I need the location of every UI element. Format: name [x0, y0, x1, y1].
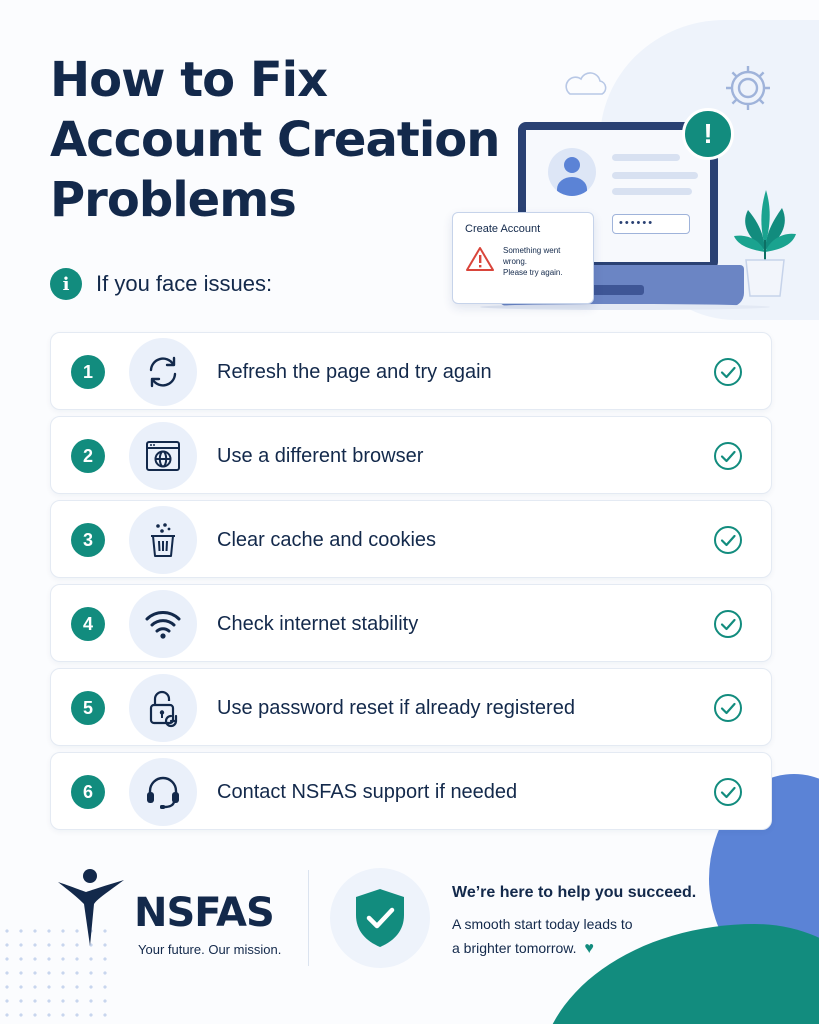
title-line-3: Problems [50, 172, 296, 228]
heart-icon: ♥ [584, 940, 594, 957]
plant-icon [730, 170, 800, 300]
list-item [50, 584, 772, 662]
check-circle-icon [713, 525, 743, 555]
check-circle-icon [713, 609, 743, 639]
footer-divider [308, 870, 309, 966]
error-popup [452, 212, 594, 304]
footer-headline: We’re here to help you succeed. [452, 884, 697, 901]
list-item [50, 668, 772, 746]
shield-check-icon [352, 887, 408, 949]
footer-sub-line-2 [452, 936, 692, 961]
warning-icon [465, 245, 495, 273]
list-item [50, 332, 772, 410]
popup-message [503, 245, 581, 278]
footer-sub-line-1: A smooth start today leads to [452, 916, 633, 932]
list-item [50, 416, 772, 494]
alert-icon: ! [682, 108, 734, 160]
step-icon-circle [129, 422, 197, 490]
step-number: 6 [71, 775, 105, 809]
check-circle-icon [713, 357, 743, 387]
check-circle-icon [713, 693, 743, 723]
list-item [50, 500, 772, 578]
info-icon: i [50, 268, 82, 300]
info-row [50, 268, 272, 300]
popup-message-line-2: Please try again. [503, 268, 563, 277]
password-field: •••••• [612, 214, 690, 234]
step-number: 3 [71, 523, 105, 557]
brand-tagline: Your future. Our mission. [138, 942, 282, 957]
title-line-2: Account Creation [50, 112, 500, 168]
popup-title: Create Account [465, 223, 541, 235]
step-label: Use password reset if already registered [217, 696, 575, 719]
screen-line [612, 188, 692, 195]
steps-list [50, 332, 772, 836]
list-item [50, 752, 772, 830]
step-icon-circle [129, 674, 197, 742]
title-line-1: How to Fix [50, 52, 328, 108]
step-icon-circle [129, 590, 197, 658]
user-avatar-icon [548, 148, 596, 196]
check-circle-icon [713, 777, 743, 807]
step-label: Use a different browser [217, 444, 424, 467]
step-number: 5 [71, 691, 105, 725]
screen-line [612, 154, 680, 161]
screen-line [612, 172, 698, 179]
logo-figure-icon [56, 868, 126, 948]
browser-globe-icon [143, 436, 183, 476]
step-number: 1 [71, 355, 105, 389]
check-circle-icon [713, 441, 743, 471]
step-number: 2 [71, 439, 105, 473]
footer-subtext [452, 912, 692, 961]
wifi-icon [143, 604, 183, 644]
gear-icon [722, 62, 774, 114]
nsfas-logo [56, 868, 306, 968]
info-text: If you face issues: [96, 271, 273, 296]
headset-icon [143, 772, 183, 812]
step-number: 4 [71, 607, 105, 641]
padlock-icon [143, 688, 183, 728]
step-icon-circle [129, 338, 197, 406]
footer-sub-line-2-text: a brighter tomorrow. [452, 940, 577, 956]
refresh-icon [143, 352, 183, 392]
cloud-icon [560, 72, 610, 96]
step-label: Clear cache and cookies [217, 528, 437, 551]
step-label: Refresh the page and try again [217, 360, 492, 383]
trash-bin-icon [143, 520, 183, 560]
popup-message-line-1: Something went wrong. [503, 246, 561, 266]
step-icon-circle [129, 758, 197, 826]
step-label: Contact NSFAS support if needed [217, 780, 518, 803]
step-label: Check internet stability [217, 612, 419, 635]
laptop-shadow [480, 304, 770, 310]
popup-body [465, 245, 581, 278]
laptop-illustration [440, 60, 810, 320]
shield-circle [330, 868, 430, 968]
step-icon-circle [129, 506, 197, 574]
brand-name: NSFAS [134, 890, 274, 936]
